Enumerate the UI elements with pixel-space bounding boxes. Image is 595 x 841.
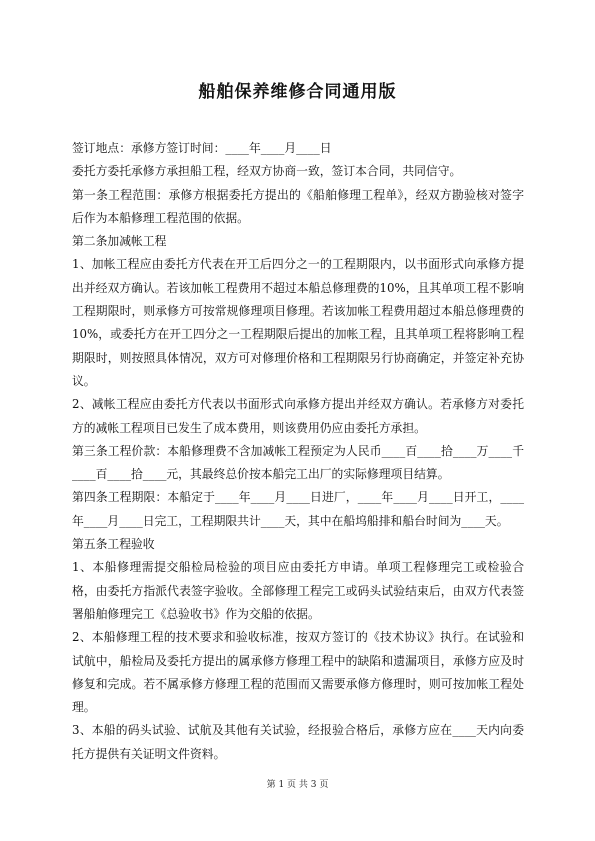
- article-2-clause-1: 1、加帐工程应由委托方代表在开工后四分之一的工程期限内，以书面形式向承修方提出并经双方确认。若该加帐工程费用不超过本船总修理费的10%，且其单项工程不影响工程期限时，则承修方可按常规修理项目修理。若该加帐工程费用超过本船总修理费的10%，或委托方在开工四分之一工程期限后提出的加帐工程，且其单项工程将影响工程期限时，则按照具体情况，双方可对修理价格和工程期限另行协商确定，并签定补充协议。: [72, 257, 524, 388]
- document-title: 船舶保养维修合同通用版: [198, 82, 397, 102]
- article-2-heading: 第二条加减帐工程: [72, 234, 167, 249]
- preamble-paragraph: 委托方委托承修方承担船工程，经双方协商一致，签订本合同，共同信守。: [72, 164, 462, 179]
- article-2-clause-2: 2、减帐工程应由委托方代表以书面形式向承修方提出并经双方确认。若承修方对委托方的减帐工程项目已发生了成本费用，则该费用仍应由委托方承担。: [72, 397, 524, 435]
- article-5-heading: 第五条工程验收: [72, 537, 155, 552]
- article-5-clause-2: 2、本船修理工程的技术要求和验收标准，按双方签订的《技术协议》执行。在试验和试航中，船检局及委托方提出的属承修方修理工程中的缺陷和遗漏项目，承修方应及时修复和完成。若不属承修方修理工程的范围而又需要承修方修理时，则可按加帐工程处理。: [72, 630, 524, 715]
- article-5-clause-1: 1、本船修理需提交船检局检验的项目应由委托方申请。单项工程修理完工或检验合格，由委托方指派代表签字验收。全部修理工程完工或码头试验结束后，由双方代表签署船舶修理完工《总验收书》作为交船的依据。: [72, 560, 524, 621]
- article-5-clause-3: 3、本船的码头试验、试航及其他有关试验，经报验合格后，承修方应在____天内向委托方提供有关证明文件资料。: [72, 723, 524, 761]
- page-number: 第 1 页 共 3 页: [266, 780, 329, 790]
- document-body: [72, 137, 524, 766]
- article-3-paragraph: 第三条工程价款：本船修理费不含加减帐工程预定为人民币____百____拾____万____千____百____拾____元，其最终总价按本船完工出厂的实际修理项目结算。: [72, 443, 524, 482]
- article-4-paragraph: 第四条工程期限：本船定于____年____月____日进厂，____年____月____日开工，____年____月____日完工，工程期限共计____天，其中在船坞船排和船台时间为____天。: [72, 490, 524, 528]
- signing-info-line: 签订地点：承修方签订时间：____年____月____日: [72, 141, 332, 155]
- article-1-paragraph: 第一条工程范围：承修方根据委托方提出的《船舶修理工程单》，经双方勘验核对签字后作为本船修理工程范围的依据。: [72, 187, 524, 225]
